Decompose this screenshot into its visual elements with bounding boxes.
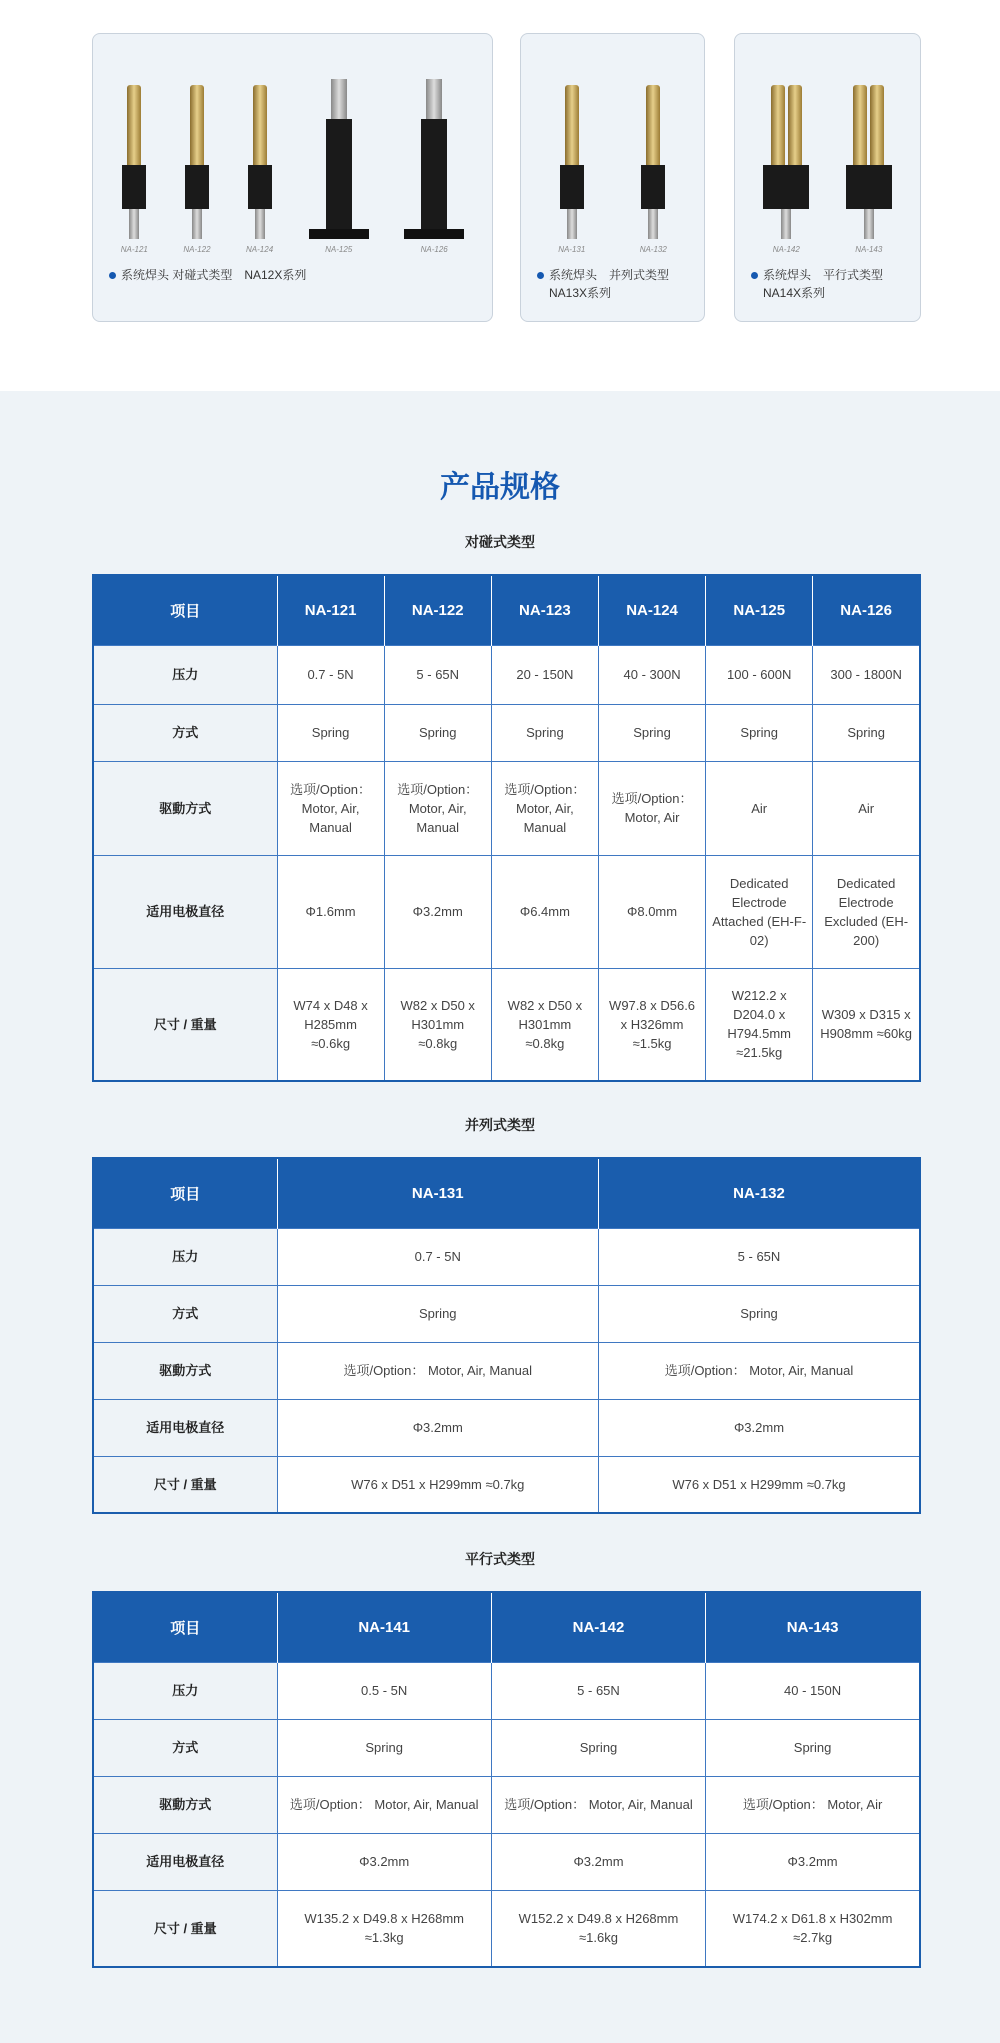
table-cell: Spring bbox=[706, 1719, 920, 1776]
spec-table-parallel bbox=[92, 1591, 921, 1968]
table-cell: 选项/Option：Motor, Air, Manual bbox=[491, 761, 598, 855]
product-image bbox=[309, 79, 369, 254]
table-cell: Φ8.0mm bbox=[598, 855, 705, 968]
row-label: 方式 bbox=[93, 704, 277, 761]
table-cell: 选项/Option：Motor, Air, Manual bbox=[277, 761, 384, 855]
table-cell: 40 - 150N bbox=[706, 1662, 920, 1719]
product-image bbox=[763, 85, 809, 254]
card-caption: 系统焊头 对碰式类型 NA12X系列 bbox=[109, 266, 306, 284]
table-row bbox=[93, 761, 920, 855]
card-na12x bbox=[92, 33, 493, 322]
table-cell: 20 - 150N bbox=[491, 645, 598, 704]
table-cell: W97.8 x D56.6 x H326mm ≈1.5kg bbox=[598, 968, 705, 1081]
table-cell: Spring bbox=[813, 704, 920, 761]
table-cell: W82 x D50 x H301mm ≈0.8kg bbox=[491, 968, 598, 1081]
column-header: NA-141 bbox=[277, 1592, 491, 1662]
table-row bbox=[93, 1890, 920, 1967]
table-cell: 5 - 65N bbox=[599, 1228, 921, 1285]
table-row bbox=[93, 704, 920, 761]
row-label: 适用电极直径 bbox=[93, 1833, 277, 1890]
table-cell: W174.2 x D61.8 x H302mm ≈2.7kg bbox=[706, 1890, 920, 1967]
table-cell: 选项/Option： Motor, Air, Manual bbox=[491, 1776, 705, 1833]
table-cell: Air bbox=[813, 761, 920, 855]
column-header: NA-124 bbox=[598, 575, 705, 645]
column-header: 项目 bbox=[93, 1592, 277, 1662]
product-model-label: NA-124 bbox=[246, 245, 274, 254]
spec-table-opposed bbox=[92, 574, 921, 1082]
table-cell: 100 - 600N bbox=[706, 645, 813, 704]
table-header-row bbox=[93, 1592, 920, 1662]
table-cell: W152.2 x D49.8 x H268mm ≈1.6kg bbox=[491, 1890, 705, 1967]
table-cell: 5 - 65N bbox=[491, 1662, 705, 1719]
table-cell: 选项/Option：Motor, Air, Manual bbox=[384, 761, 491, 855]
column-header: NA-122 bbox=[384, 575, 491, 645]
product-image bbox=[121, 85, 148, 254]
table-row bbox=[93, 1285, 920, 1342]
row-label: 方式 bbox=[93, 1285, 277, 1342]
table-cell: 选项/Option： Motor, Air, Manual bbox=[599, 1342, 921, 1399]
table-cell: Spring bbox=[598, 704, 705, 761]
table-cell: 选项/Option： Motor, Air, Manual bbox=[277, 1776, 491, 1833]
table-cell: W82 x D50 x H301mm ≈0.8kg bbox=[384, 968, 491, 1081]
table-row bbox=[93, 1833, 920, 1890]
table-row bbox=[93, 645, 920, 704]
table-header-row bbox=[93, 1158, 920, 1228]
product-model-label: NA-125 bbox=[325, 245, 353, 254]
table-row bbox=[93, 1342, 920, 1399]
card-na13x bbox=[520, 33, 705, 322]
table-header-row bbox=[93, 575, 920, 645]
table-subtitle: 平行式类型 bbox=[465, 1551, 535, 1567]
product-image bbox=[640, 85, 667, 254]
table-cell: Φ6.4mm bbox=[491, 855, 598, 968]
table-cell: Dedicated Electrode Attached (EH-F-02) bbox=[706, 855, 813, 968]
product-image bbox=[183, 85, 210, 254]
row-label: 适用电极直径 bbox=[93, 1399, 277, 1456]
product-model-label: NA-143 bbox=[855, 245, 883, 254]
table-cell: Φ3.2mm bbox=[384, 855, 491, 968]
product-model-label: NA-126 bbox=[420, 245, 448, 254]
table-cell: 选项/Option： Motor, Air, Manual bbox=[277, 1342, 599, 1399]
table-row bbox=[93, 1399, 920, 1456]
row-label: 驱動方式 bbox=[93, 1342, 277, 1399]
product-model-label: NA-132 bbox=[639, 245, 667, 254]
table-cell: 40 - 300N bbox=[598, 645, 705, 704]
table-cell: 选项/Option： Motor, Air bbox=[706, 1776, 920, 1833]
table-cell: Spring bbox=[277, 704, 384, 761]
row-label: 驱動方式 bbox=[93, 761, 277, 855]
table-cell: W135.2 x D49.8 x H268mm ≈1.3kg bbox=[277, 1890, 491, 1967]
page-title: 产品规格 bbox=[440, 471, 560, 504]
table-cell: 0.5 - 5N bbox=[277, 1662, 491, 1719]
table-cell: Spring bbox=[277, 1719, 491, 1776]
card-caption: 系统焊头 并列式类型 NA13X系列 bbox=[537, 266, 669, 302]
product-image bbox=[846, 85, 892, 254]
table-cell: W309 x D315 x H908mm ≈60kg bbox=[813, 968, 920, 1081]
table-cell: Spring bbox=[491, 704, 598, 761]
table-cell: Φ3.2mm bbox=[277, 1399, 599, 1456]
row-label: 尺寸 / 重量 bbox=[93, 1890, 277, 1967]
product-image bbox=[246, 85, 273, 254]
column-header: NA-142 bbox=[491, 1592, 705, 1662]
table-cell: Φ3.2mm bbox=[599, 1399, 921, 1456]
table-cell: Spring bbox=[706, 704, 813, 761]
product-image bbox=[558, 85, 585, 254]
product-model-label: NA-131 bbox=[558, 245, 586, 254]
row-label: 压力 bbox=[93, 1228, 277, 1285]
product-model-label: NA-122 bbox=[183, 245, 211, 254]
column-header: 项目 bbox=[93, 1158, 277, 1228]
table-cell: W74 x D48 x H285mm ≈0.6kg bbox=[277, 968, 384, 1081]
table-cell: Air bbox=[706, 761, 813, 855]
row-label: 压力 bbox=[93, 1662, 277, 1719]
table-row bbox=[93, 968, 920, 1081]
column-header: NA-132 bbox=[599, 1158, 921, 1228]
table-subtitle: 对碰式类型 bbox=[465, 534, 535, 550]
table-row bbox=[93, 1456, 920, 1513]
table-cell: 300 - 1800N bbox=[813, 645, 920, 704]
product-showcase bbox=[0, 0, 1000, 391]
product-model-label: NA-121 bbox=[120, 245, 148, 254]
row-label: 压力 bbox=[93, 645, 277, 704]
table-cell: W76 x D51 x H299mm ≈0.7kg bbox=[277, 1456, 599, 1513]
column-header: NA-125 bbox=[706, 575, 813, 645]
product-image bbox=[404, 79, 464, 254]
table-row bbox=[93, 1228, 920, 1285]
row-label: 适用电极直径 bbox=[93, 855, 277, 968]
spec-table-series bbox=[92, 1157, 921, 1514]
table-cell: Spring bbox=[599, 1285, 921, 1342]
column-header: 项目 bbox=[93, 575, 277, 645]
table-cell: Spring bbox=[491, 1719, 705, 1776]
table-cell: Φ3.2mm bbox=[706, 1833, 920, 1890]
table-cell: W76 x D51 x H299mm ≈0.7kg bbox=[599, 1456, 921, 1513]
table-cell: 选项/Option：Motor, Air bbox=[598, 761, 705, 855]
row-label: 驱動方式 bbox=[93, 1776, 277, 1833]
column-header: NA-143 bbox=[706, 1592, 920, 1662]
column-header: NA-126 bbox=[813, 575, 920, 645]
table-cell: Spring bbox=[277, 1285, 599, 1342]
table-subtitle: 并列式类型 bbox=[465, 1117, 535, 1133]
card-caption: 系统焊头 平行式类型 NA14X系列 bbox=[751, 266, 883, 302]
table-row bbox=[93, 855, 920, 968]
row-label: 方式 bbox=[93, 1719, 277, 1776]
card-na14x bbox=[734, 33, 921, 322]
column-header: NA-123 bbox=[491, 575, 598, 645]
row-label: 尺寸 / 重量 bbox=[93, 1456, 277, 1513]
table-cell: Φ1.6mm bbox=[277, 855, 384, 968]
table-row bbox=[93, 1776, 920, 1833]
table-cell: Φ3.2mm bbox=[491, 1833, 705, 1890]
table-row bbox=[93, 1719, 920, 1776]
table-cell: W212.2 x D204.0 x H794.5mm ≈21.5kg bbox=[706, 968, 813, 1081]
table-cell: 0.7 - 5N bbox=[277, 645, 384, 704]
table-cell: 0.7 - 5N bbox=[277, 1228, 599, 1285]
table-cell: 5 - 65N bbox=[384, 645, 491, 704]
column-header: NA-121 bbox=[277, 575, 384, 645]
table-cell: Dedicated Electrode Excluded (EH-200) bbox=[813, 855, 920, 968]
table-cell: Φ3.2mm bbox=[277, 1833, 491, 1890]
table-row bbox=[93, 1662, 920, 1719]
column-header: NA-131 bbox=[277, 1158, 599, 1228]
product-model-label: NA-142 bbox=[772, 245, 800, 254]
row-label: 尺寸 / 重量 bbox=[93, 968, 277, 1081]
table-cell: Spring bbox=[384, 704, 491, 761]
